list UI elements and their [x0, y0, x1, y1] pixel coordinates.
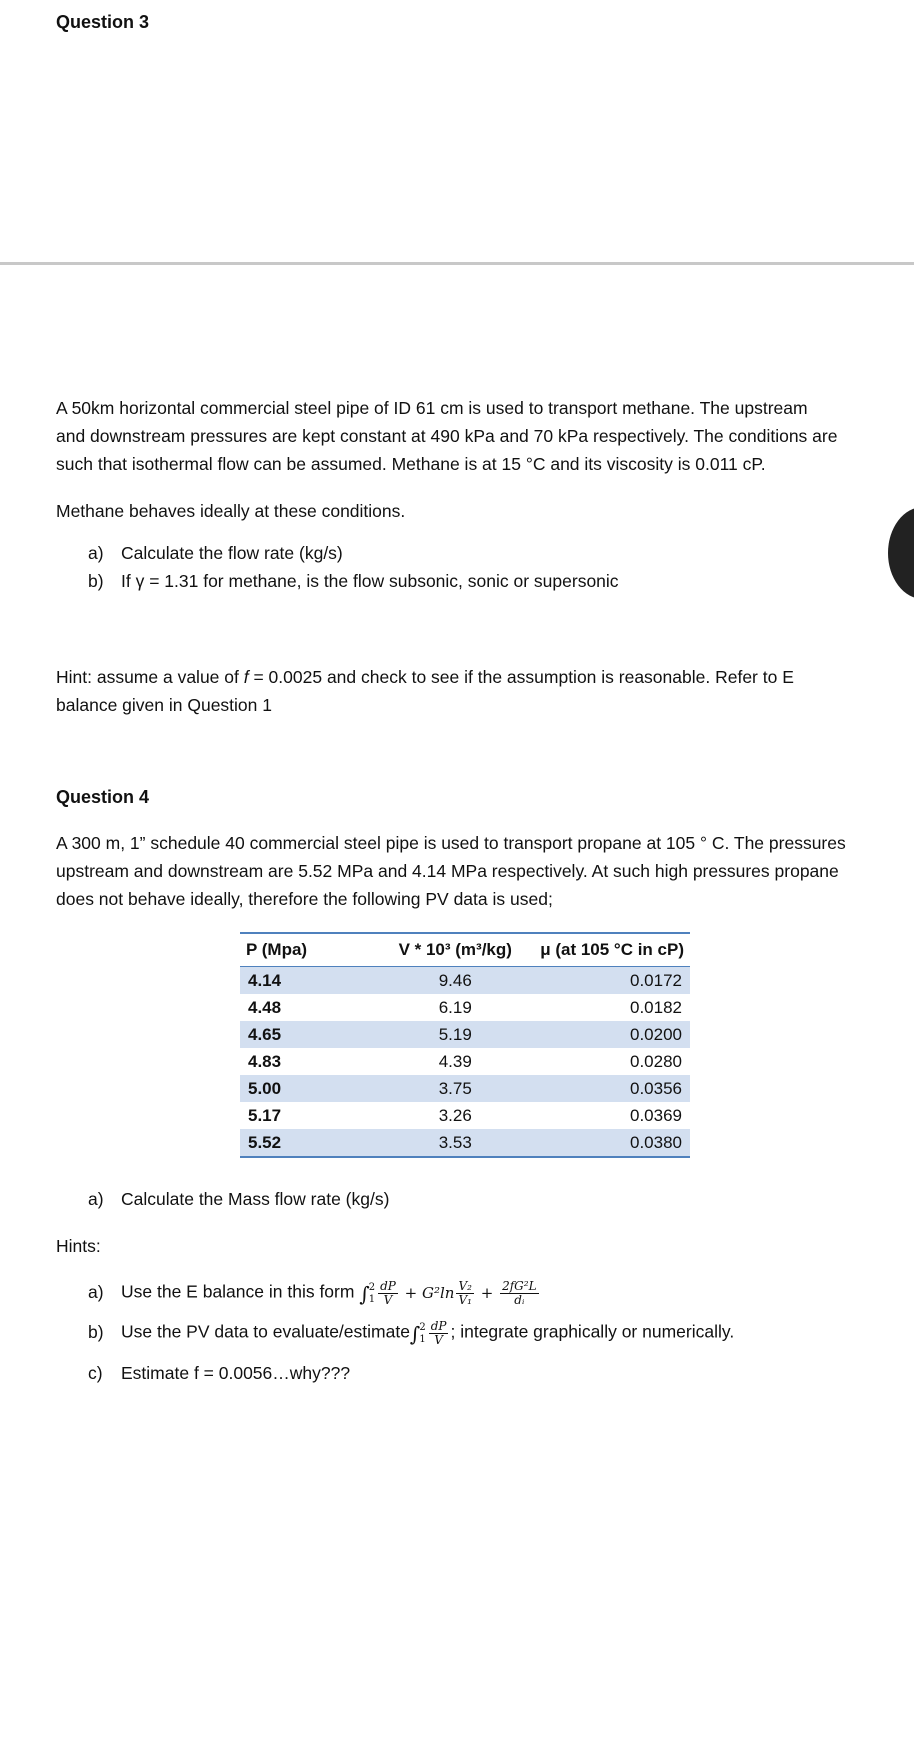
list-text: Calculate the Mass flow rate (kg/s): [121, 1189, 390, 1209]
q3-para-line: and downstream pressures are kept constant at 490 kPa and 70 kPa respectively. The conditions are: [56, 426, 838, 446]
q4-para-line: upstream and downstream are 5.52 MPa and 4.14 MPa respectively. At such high pressures propane: [56, 861, 839, 881]
list-marker: c): [88, 1363, 103, 1383]
table-row: [240, 1048, 690, 1075]
list-text: Use the PV data to evaluate/estimate: [121, 1321, 410, 1342]
hint-line-1: [56, 663, 886, 691]
fraction-dp-v: [378, 1280, 398, 1307]
integral-sign: ∫: [409, 1321, 421, 1346]
q4-hint-a: [88, 1280, 541, 1307]
question-4-heading: Question 4: [56, 787, 150, 807]
cell-viscosity: 0.0356: [523, 1075, 690, 1102]
table-header-row: [240, 933, 690, 967]
pv-integral: [409, 1319, 451, 1347]
denominator: V₁: [458, 1293, 472, 1307]
header-viscosity: μ (at 105 °C in cP): [523, 933, 690, 967]
cell-pressure: 5.00: [240, 1075, 387, 1102]
list-marker: a): [88, 1189, 104, 1209]
fraction-friction: [500, 1280, 538, 1307]
g2ln-term: G²ln: [422, 1283, 455, 1302]
denominator: V: [434, 1333, 443, 1347]
q4-para-line: A 300 m, 1” schedule 40 commercial steel pipe is used to transport propane at 105 ° C. The pressures: [56, 833, 846, 853]
integral-sign: ∫: [359, 1281, 370, 1306]
cell-volume: 6.19: [438, 997, 472, 1017]
q4-hint-c: [88, 1363, 350, 1384]
cell-volume: 3.75: [387, 1075, 523, 1102]
limit-upper: 2: [419, 1321, 426, 1333]
q3-para-line: such that isothermal flow can be assumed. Methane is at 15 °C and its viscosity is 0.011 cP.: [56, 454, 766, 474]
list-text-after: ; integrate graphically or numerically.: [450, 1321, 735, 1342]
header-volume: V * 10³ (m³/kg): [387, 933, 523, 967]
cell-viscosity: 0.0182: [630, 997, 682, 1017]
list-text: If γ = 1.31 for methane, is the flow subsonic, sonic or supersonic: [121, 571, 619, 591]
e-balance-equation: [359, 1279, 540, 1307]
fraction-v2-v1: [456, 1280, 473, 1307]
hint-f-symbol: f: [243, 667, 249, 687]
hint-line-2: balance given in Question 1: [56, 695, 272, 715]
table-row: [240, 994, 690, 1021]
integral-limits: [419, 1322, 425, 1346]
header-pressure: P (Mpa): [240, 933, 387, 967]
list-text: Use the E balance in this form: [121, 1281, 360, 1302]
numerator: 2fG²L: [502, 1279, 537, 1293]
cell-viscosity: 0.0200: [523, 1021, 690, 1048]
cell-pressure: 4.83: [248, 1051, 282, 1071]
cell-pressure: 4.65: [240, 1021, 387, 1048]
cell-volume: 9.46: [387, 967, 523, 995]
list-text: Estimate f = 0.0056…why???: [121, 1363, 351, 1383]
hint-text: = 0.0025 and check to see if the assumption is reasonable. Refer to E: [248, 667, 794, 687]
numerator: V₂: [458, 1279, 472, 1293]
q3-item-a: [88, 543, 343, 564]
ideal-note-text: Methane behaves ideally at these conditions.: [56, 501, 406, 521]
list-marker: a): [88, 543, 104, 563]
question-3-hint: [56, 663, 886, 719]
question-4-paragraph: [56, 829, 886, 913]
list-marker: a): [88, 1281, 104, 1302]
list-marker: b): [88, 1321, 104, 1342]
table-row: [240, 1129, 690, 1157]
cell-volume: 5.19: [387, 1021, 523, 1048]
table-row: [240, 1075, 690, 1102]
integral-limits: [369, 1282, 375, 1306]
limit-upper: 2: [368, 1281, 376, 1293]
q3-item-b: [88, 571, 619, 592]
table-row: [240, 1021, 690, 1048]
list-text: Calculate the flow rate (kg/s): [121, 543, 343, 563]
cell-volume: 3.53: [387, 1129, 523, 1157]
cell-volume: 3.26: [438, 1105, 472, 1125]
question-3-heading: Question 3: [56, 12, 150, 32]
floating-circle: [888, 507, 914, 599]
q4-hint-b: [88, 1320, 734, 1347]
numerator: dP: [380, 1279, 396, 1293]
cell-volume: 4.39: [438, 1051, 472, 1071]
hint-text: Hint: assume a value of: [56, 667, 244, 687]
page-divider: [0, 262, 914, 265]
fraction-dp-v: [429, 1320, 449, 1347]
cell-viscosity: 0.0380: [523, 1129, 690, 1157]
cell-viscosity: 0.0172: [523, 967, 690, 995]
plus-sign: +: [404, 1283, 418, 1302]
list-marker: b): [88, 571, 104, 591]
plus-sign: +: [480, 1283, 494, 1302]
q3-para-line: A 50km horizontal commercial steel pipe of ID 61 cm is used to transport methane. The upstream: [56, 398, 808, 418]
denominator: V: [383, 1293, 393, 1307]
question-3-ideal-note: [56, 497, 886, 525]
cell-viscosity: 0.0369: [630, 1105, 682, 1125]
hints-label: Hints:: [56, 1236, 101, 1256]
cell-pressure: 5.52: [240, 1129, 387, 1157]
cell-pressure: 4.14: [240, 967, 387, 995]
denominator: dᵢ: [514, 1293, 525, 1307]
cell-pressure: 4.48: [248, 997, 282, 1017]
q4-task-a: [88, 1189, 389, 1210]
limit-lower: 1: [368, 1293, 376, 1305]
table-row: [240, 1102, 690, 1129]
table-row: [240, 967, 690, 995]
pv-data-table: [240, 932, 690, 1158]
limit-lower: 1: [419, 1333, 426, 1345]
numerator: dP: [430, 1319, 447, 1333]
cell-pressure: 5.17: [248, 1105, 282, 1125]
cell-viscosity: 0.0280: [630, 1051, 682, 1071]
q4-para-line: does not behave ideally, therefore the following PV data is used;: [56, 889, 553, 909]
question-3-paragraph: [56, 394, 886, 478]
